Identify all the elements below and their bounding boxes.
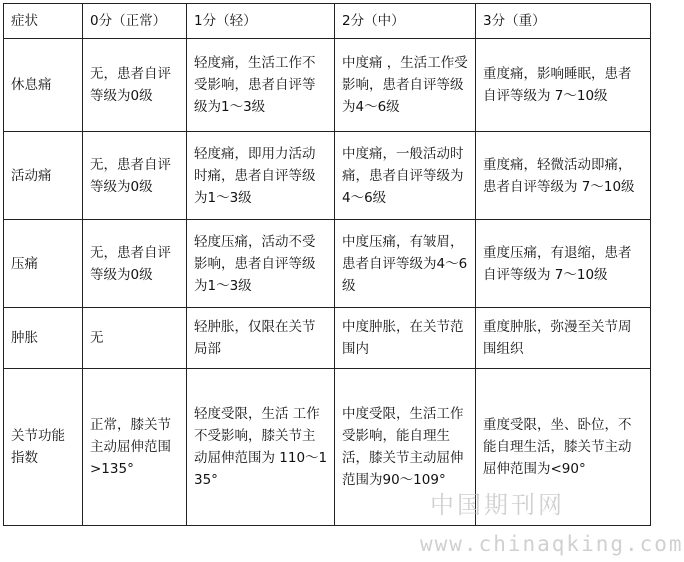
header-score-0: 0分（正常） — [83, 4, 187, 39]
symptom-label: 压痛 — [4, 220, 83, 308]
symptom-label: 关节功能指数 — [4, 369, 83, 526]
table-header-row — [4, 4, 651, 39]
table-cell: 轻度压痛，活动不受影响，患者自评等级为1～3级 — [187, 220, 335, 308]
symptom-label: 休息痛 — [4, 39, 83, 132]
table-row — [4, 369, 651, 526]
table-cell: 无，患者自评等级为0级 — [83, 220, 187, 308]
table-row — [4, 132, 651, 220]
table-row — [4, 220, 651, 308]
table-cell: 中度受限，生活工作受影响，能自理生活，膝关节主动屈伸范围为90～109° — [335, 369, 476, 526]
header-score-2: 2分（中） — [335, 4, 476, 39]
table-cell: 正常，膝关节主动屈伸范围>135° — [83, 369, 187, 526]
table-cell: 中度痛，一般活动时痛，患者自评等级为4～6级 — [335, 132, 476, 220]
table-cell: 轻度痛，生活工作不受影响，患者自评等级为1～3级 — [187, 39, 335, 132]
table-cell: 无，患者自评等级为0级 — [83, 39, 187, 132]
watermark-url: www.chinaqking.com — [420, 532, 684, 556]
table-cell: 无 — [83, 308, 187, 369]
table-cell: 轻肿胀，仅限在关节局部 — [187, 308, 335, 369]
symptom-label: 活动痛 — [4, 132, 83, 220]
header-score-1: 1分（轻） — [187, 4, 335, 39]
table-row — [4, 308, 651, 369]
table-cell: 重度压痛，有退缩，患者自评等级为 7～10级 — [476, 220, 651, 308]
table-cell: 重度肿胀，弥漫至关节周围组织 — [476, 308, 651, 369]
table-cell: 轻度痛，即用力活动时痛，患者自评等级为1～3级 — [187, 132, 335, 220]
table-cell: 重度受限，坐、卧位，不能自理生活，膝关节主动屈伸范围为<90° — [476, 369, 651, 526]
table-row — [4, 39, 651, 132]
table-cell: 重度痛，轻微活动即痛，患者自评等级为 7～10级 — [476, 132, 651, 220]
table-cell: 中度痛 ，生活工作受影响，患者自评等级为4～6级 — [335, 39, 476, 132]
header-score-3: 3分（重） — [476, 4, 651, 39]
table-cell: 重度痛，影响睡眠，患者自评等级为 7～10级 — [476, 39, 651, 132]
table-cell: 无，患者自评等级为0级 — [83, 132, 187, 220]
table-cell: 轻度受限，生活 工作不受影响，膝关节主动屈伸范围为 110～135° — [187, 369, 335, 526]
symptom-label: 肿胀 — [4, 308, 83, 369]
header-symptom: 症状 — [4, 4, 83, 39]
scoring-table — [3, 3, 651, 526]
table-cell: 中度肿胀，在关节范围内 — [335, 308, 476, 369]
watermark-cn: 中国期刊网 — [430, 491, 565, 519]
table-cell: 中度压痛，有皱眉，患者自评等级为4～6级 — [335, 220, 476, 308]
